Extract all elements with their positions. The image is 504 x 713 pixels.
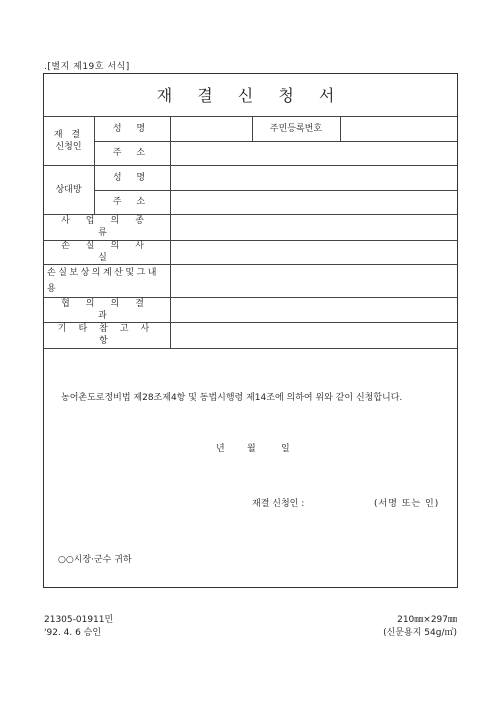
- rule-row5-bottom: [43, 348, 458, 349]
- counterparty-name-field[interactable]: [170, 165, 458, 190]
- row-loss-fact-label: 손실의사실: [61, 241, 160, 263]
- addressee: ○○시장·군수 귀하: [58, 555, 132, 565]
- applicant-address-label: 주 소: [112, 148, 152, 158]
- resident-number-label: 주민등록번호: [269, 123, 323, 134]
- row-compensation-field[interactable]: [170, 264, 458, 297]
- applicant-name-field[interactable]: [170, 116, 252, 141]
- applicant-address-field[interactable]: [170, 141, 458, 165]
- footer-form-code: 21305-01911민: [44, 615, 114, 625]
- row-negotiation-field[interactable]: [170, 297, 458, 322]
- applicant-name-label: 성 명: [112, 123, 152, 134]
- counterparty-section-label: 상대방: [55, 184, 82, 195]
- date-day-label: 일: [281, 444, 290, 454]
- counterparty-name-label: 성 명: [112, 172, 152, 183]
- footer-paper-size: 210㎜×297㎜: [397, 615, 457, 625]
- row-other-notes-label: 기타참고사항: [57, 324, 162, 346]
- signature-seal-note: (서명 또는 인): [374, 499, 440, 509]
- applicant-label-line2: 신청인: [55, 141, 82, 152]
- applicant-section-label: [43, 116, 94, 165]
- application-statement: 농어촌도로정비법 제28조제4항 및 동법시행령 제14조에 의하여 위와 같이 신청합니다.: [61, 393, 403, 403]
- row-business-type-label: 사업의종류: [61, 216, 160, 238]
- footer-approval-date: '92. 4. 6 승인: [44, 628, 102, 638]
- applicant-label-line1: 재 결: [53, 129, 84, 140]
- form-number-caption: .[별지 제19호 서식]: [44, 62, 130, 72]
- row-other-notes-field[interactable]: [170, 322, 458, 348]
- row-compensation-label: 손실보상의계산및그내용: [47, 267, 159, 294]
- signature-label: 재결 신청인 :: [252, 499, 305, 509]
- date-year-label: 년: [216, 444, 225, 454]
- resident-number-field[interactable]: [340, 116, 458, 141]
- footer-paper-type: (신문용지 54g/㎡): [383, 628, 457, 638]
- counterparty-address-field[interactable]: [170, 190, 458, 214]
- row-business-type-field[interactable]: [170, 214, 458, 240]
- row-negotiation-label: 협의의결과: [61, 298, 160, 321]
- form-title: 재 결 신 청 서: [156, 86, 345, 105]
- date-month-label: 월: [247, 444, 256, 454]
- counterparty-address-label: 주 소: [112, 197, 152, 207]
- row-loss-fact-field[interactable]: [170, 240, 458, 264]
